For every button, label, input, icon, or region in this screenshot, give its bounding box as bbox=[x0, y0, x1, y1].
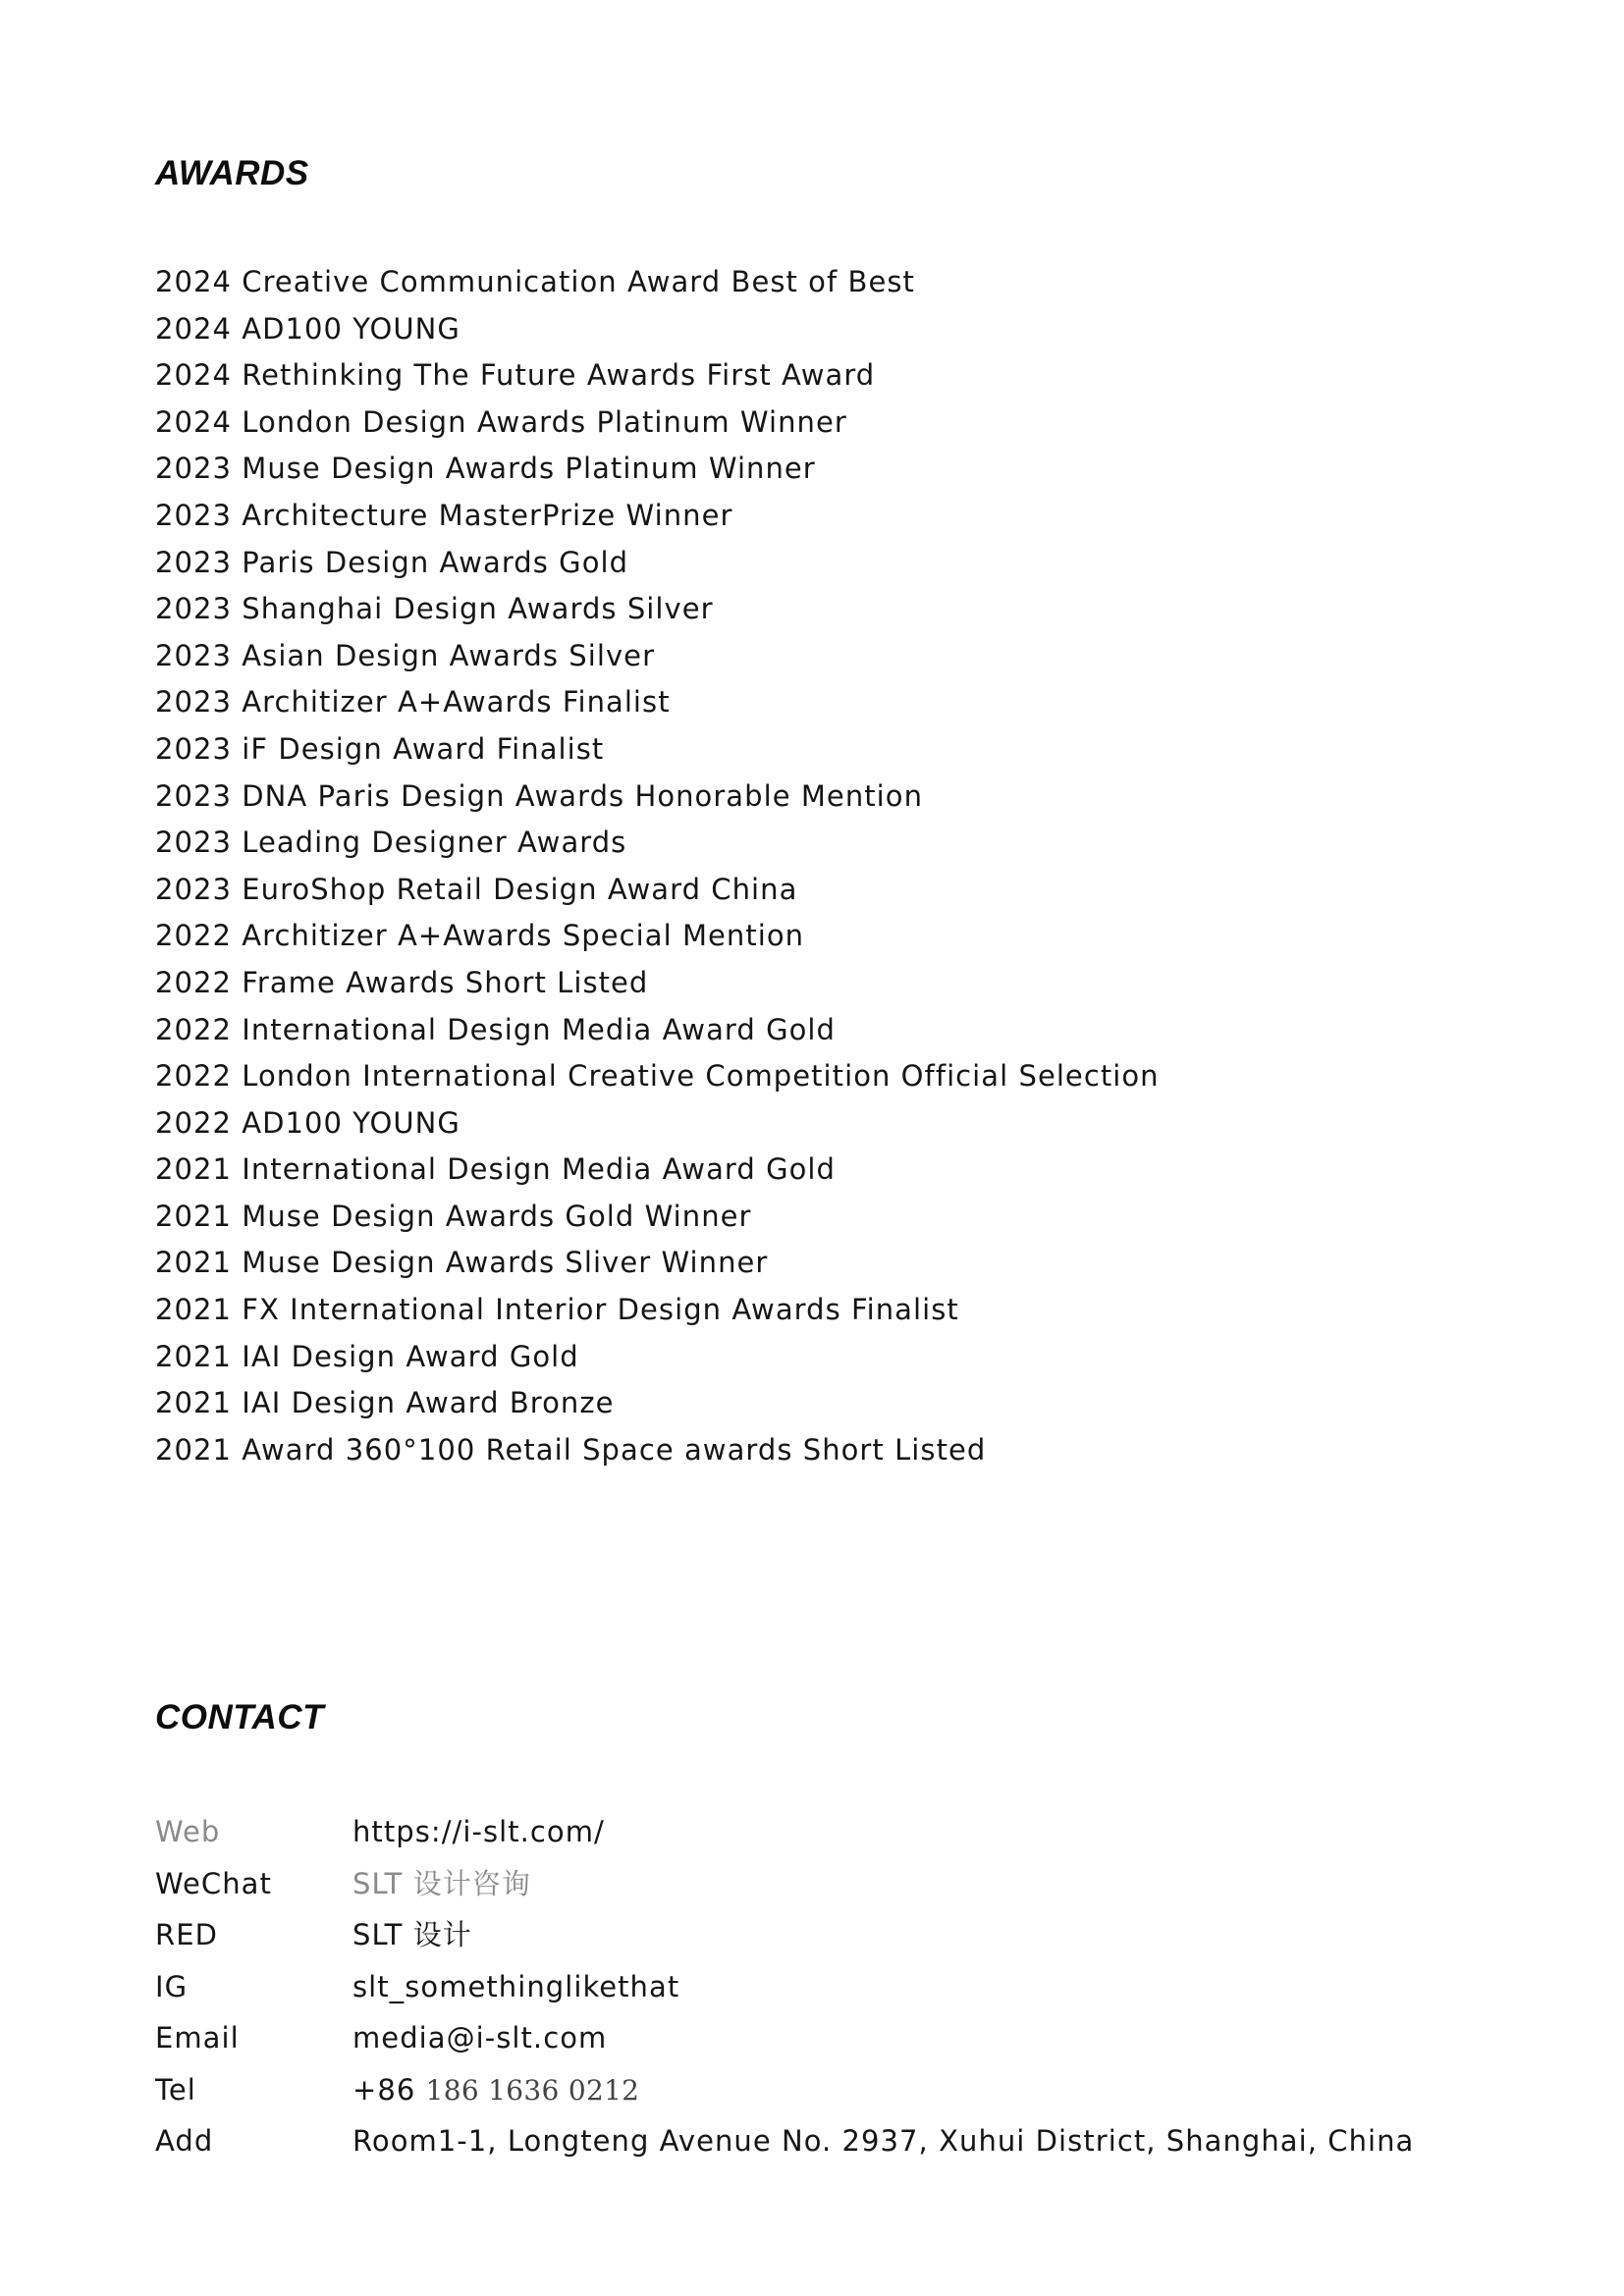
red-value: SLT 设计 bbox=[352, 1918, 472, 1951]
contact-label-ig: IG bbox=[155, 1969, 189, 2003]
awards-heading: AWARDS bbox=[155, 154, 309, 192]
award-item: 2024 Rethinking The Future Awards First Award bbox=[155, 358, 876, 393]
award-item: 2023 Shanghai Design Awards Silver bbox=[155, 592, 714, 626]
contact-label-red: RED bbox=[155, 1918, 218, 1951]
award-item: 2021 IAI Design Award Gold bbox=[155, 1339, 579, 1373]
award-item: 2022 Frame Awards Short Listed bbox=[155, 965, 649, 999]
award-item: 2021 International Design Media Award Gold bbox=[155, 1152, 836, 1187]
phone-country-code: +86 bbox=[352, 2072, 416, 2107]
contact-label-email: Email bbox=[155, 2021, 240, 2055]
award-item: 2022 International Design Media Award Gold bbox=[155, 1012, 836, 1046]
award-item: 2023 iF Design Award Finalist bbox=[155, 731, 605, 766]
award-item: 2024 London Design Awards Platinum Winner bbox=[155, 404, 847, 439]
contact-heading: CONTACT bbox=[155, 1698, 324, 1736]
award-item: 2023 Muse Design Awards Platinum Winner bbox=[155, 452, 816, 486]
award-item: 2023 Asian Design Awards Silver bbox=[155, 638, 656, 672]
instagram-handle: slt_somethinglikethat bbox=[352, 1969, 680, 2003]
phone-number bbox=[352, 2067, 639, 2113]
contact-label-address: Add bbox=[155, 2124, 214, 2158]
award-item: 2021 Muse Design Awards Gold Winner bbox=[155, 1199, 752, 1233]
award-item: 2023 Leading Designer Awards bbox=[155, 826, 627, 860]
award-item: 2021 Muse Design Awards Sliver Winner bbox=[155, 1246, 769, 1280]
award-item: 2023 DNA Paris Design Awards Honorable Mention bbox=[155, 778, 923, 813]
contact-label-tel: Tel bbox=[155, 2072, 196, 2107]
contact-label-wechat: WeChat bbox=[155, 1866, 272, 1900]
website-link[interactable]: https://i-slt.com/ bbox=[352, 1815, 605, 1848]
address-value: Room1-1, Longteng Avenue No. 2937, Xuhui District, Shanghai, China bbox=[352, 2124, 1415, 2158]
award-item: 2024 AD100 YOUNG bbox=[155, 311, 460, 346]
award-item: 2022 AD100 YOUNG bbox=[155, 1105, 460, 1140]
award-item: 2023 Paris Design Awards Gold bbox=[155, 545, 629, 579]
award-item: 2024 Creative Communication Award Best of Best bbox=[155, 265, 915, 298]
award-item: 2021 IAI Design Award Bronze bbox=[155, 1386, 615, 1420]
contact-label-web: Web bbox=[155, 1815, 221, 1848]
award-item: 2023 Architizer A+Awards Finalist bbox=[155, 685, 671, 720]
phone-digits: 186 1636 0212 bbox=[425, 2073, 640, 2107]
wechat-value: SLT 设计咨询 bbox=[352, 1866, 531, 1900]
awards-list bbox=[155, 261, 1160, 1475]
award-item: 2023 EuroShop Retail Design Award China bbox=[155, 872, 798, 906]
email-link[interactable]: media@i-slt.com bbox=[352, 2021, 608, 2055]
award-item: 2021 Award 360°100 Retail Space awards Short Listed bbox=[155, 1432, 987, 1467]
award-item: 2022 Architizer A+Awards Special Mention bbox=[155, 919, 805, 953]
award-item: 2021 FX International Interior Design Awards Finalist bbox=[155, 1293, 959, 1327]
award-item: 2023 Architecture MasterPrize Winner bbox=[155, 498, 733, 532]
award-item: 2022 London International Creative Competition Official Selection bbox=[155, 1059, 1160, 1094]
